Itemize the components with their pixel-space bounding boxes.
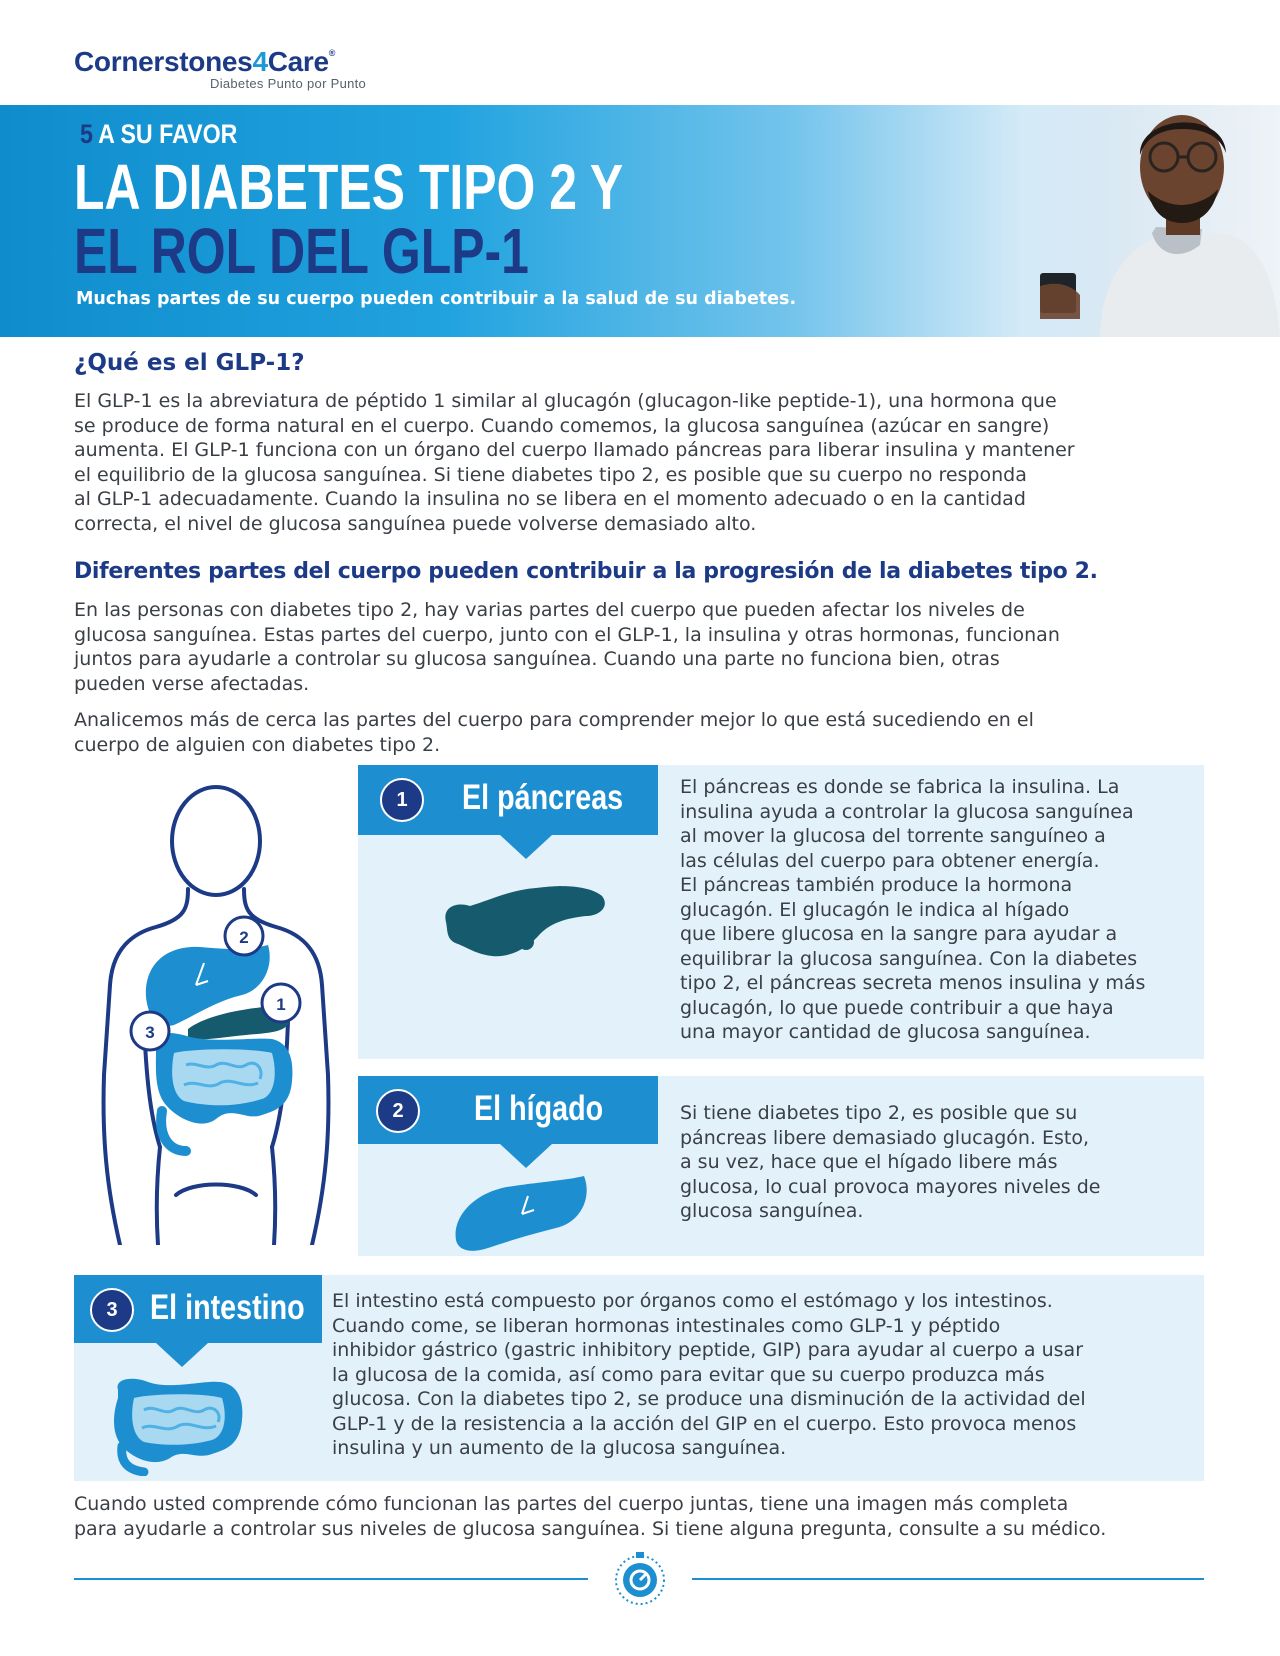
logo-wordmark: Cornerstones4Care® [74,46,336,77]
page-title-line2: EL ROL DEL GLP-1 [74,215,529,287]
section1-paragraph: El GLP-1 es la abreviatura de péptido 1 similar al glucagón (glucagon-like peptide-1), una hormona que se produce de forma natural en el cuerpo. Cuando comemos, la glucosa sanguínea (azúcar en sangre) aumenta. El GLP-1 funciona con un órgano del cuerpo llamado páncreas para liberar insulina y mantener el equilibrio de la glucosa sanguínea. Si tiene diabetes tipo 2, es posible que su cuerpo no responda al GLP-1 adecuadamente. Cuando la insulina no se libera en el momento adecuado o en la cantidad correcta, el nivel de glucosa sanguínea puede volverse demasiado alto. [74,390,1075,535]
section2-paragraph-1: En las personas con diabetes tipo 2, hay varias partes del cuerpo que pueden afectar los niveles de glucosa sanguínea. Estas partes del cuerpo, junto con el GLP-1, la insulina y otras hormonas, funcionan juntos para ayudarle a controlar su glucosa sanguínea. Cuando una parte no funciona bien, otras pueden verse afectadas. [74,599,1060,695]
card-intestine-tab-pointer [156,1343,208,1367]
card-pancreas-tab-pointer [500,835,552,859]
section-heading-glp1: ¿Qué es el GLP-1? [74,350,305,376]
card-pancreas-title: El páncreas [462,778,624,817]
card-liver-tab-pointer [500,1144,552,1168]
page-title-line1: LA DIABETES TIPO 2 Y [74,151,624,223]
card-intestine-title: El intestino [150,1288,305,1327]
man-with-mug-photo [1040,105,1280,337]
footer-divider-left [74,1578,588,1580]
figure-badge-2: 2 [239,928,249,947]
section2-paragraph-2: Analicemos más de cerca las partes del cuerpo para comprender mejor lo que está sucediendo en el cuerpo de alguien con diabetes tipo 2. [74,709,1034,756]
figure-badge-1: 1 [276,995,286,1014]
header-banner [0,105,1280,337]
body-outline-icon [96,785,336,1245]
logo-tagline: Diabetes Punto por Punto [210,76,367,91]
card-intestine-text: El intestino está compuesto por órganos como el estómago y los intestinos. Cuando come, se liberan hormonas intestinales como GLP-1 y péptido inhibidor gástrico (gastric inhibitory peptide, GIP) para ayudar al cuerpo a usar la glucosa de la comida, así como para evitar que su cuerpo produzca más glucosa. Con la diabetes tipo 2, se produce una disminución de la actividad del GLP-1 y de la resistencia a la acción del GIP en el cuerpo. Esto provoca menos insulina y un aumento de la glucosa sanguínea. [332,1290,1086,1459]
closing-paragraph: Cuando usted comprende cómo funcionan las partes del cuerpo juntas, tiene una imagen más completa para ayudarle a controlar sus niveles de glucosa sanguínea. Si tiene alguna pregunta, consulte a su médico. [74,1493,1107,1540]
stopwatch-icon [610,1548,670,1608]
card-liver-number: 2 [376,1089,420,1133]
card-pancreas-text: El páncreas es donde se fabrica la insulina. La insulina ayuda a controlar la glucosa sanguínea al mover la glucosa del torrente sanguíneo a las células del cuerpo para obtener energía. El páncreas también produce la hormona glucagón. El glucagón le indica al hígado que libere glucosa en la sangre para ayudar a equilibrar la glucosa sanguínea. Con la diabetes tipo 2, el páncreas secreta menos insulina y más glucagón, lo que puede contribuir a que haya una mayor cantidad de glucosa sanguínea. [680,776,1146,1043]
card-pancreas-number: 1 [380,778,424,822]
liver-icon [452,1176,592,1252]
section-heading-progression: Diferentes partes del cuerpo pueden contribuir a la progresión de la diabetes tipo 2. [74,559,1098,584]
banner-subtitle: Muchas partes de su cuerpo pueden contribuir a la salud de su diabetes. [76,289,797,309]
figure-badge-3: 3 [145,1023,155,1042]
footer-divider-right [692,1578,1204,1580]
pancreas-icon [440,882,610,962]
card-liver-title: El hígado [474,1089,604,1128]
banner-kicker: 5 A SU FAVOR [80,119,238,149]
card-liver-text: Si tiene diabetes tipo 2, es posible que su páncreas libere demasiado glucagón. Esto, a su vez, hace que el hígado libere más glucosa, lo cual provoca mayores niveles de glucosa sanguínea. [680,1102,1101,1222]
card-intestine-number: 3 [90,1288,134,1332]
brand-logo [74,46,366,91]
intestine-icon [104,1370,244,1476]
